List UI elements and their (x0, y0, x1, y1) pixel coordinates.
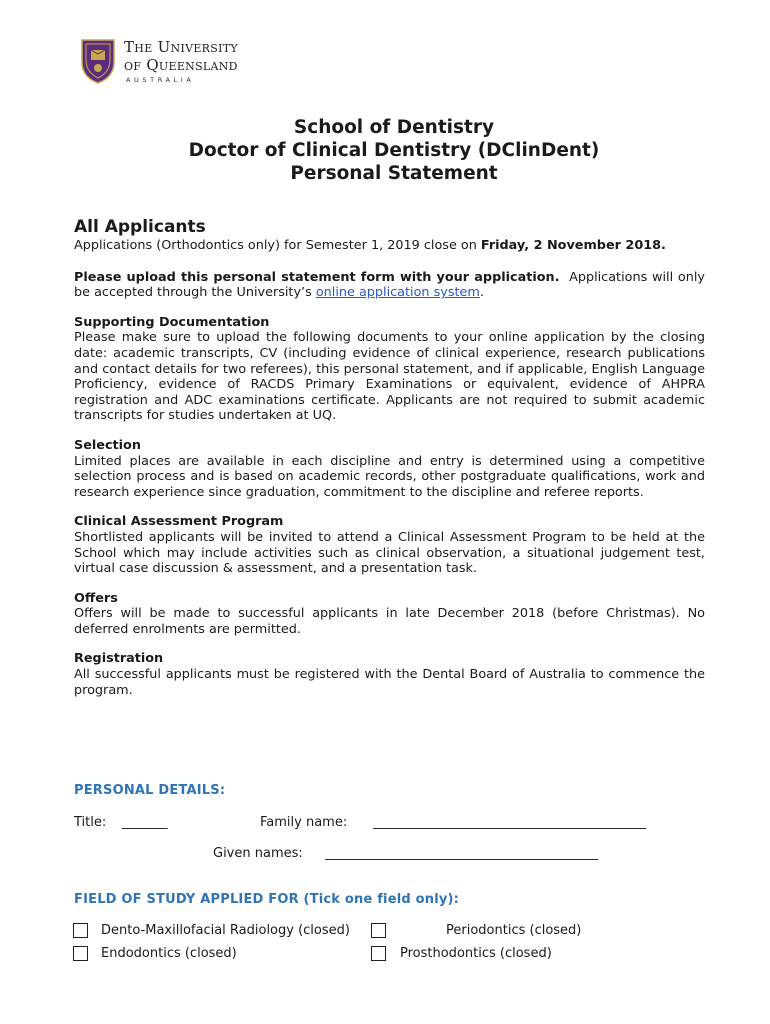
selection-text: Limited places are available in each discipline and entry is determined using a competitive selection process and is based on academic records, other postgraduate qualifications, work and research experience since graduation, commitment to the discipline and referee reports. (74, 453, 705, 500)
family-name-label: Family name: (260, 815, 348, 830)
title-field[interactable]: _______ (122, 815, 168, 830)
given-names-field[interactable]: __________________________________________ (325, 846, 598, 861)
upload-paragraph (74, 270, 705, 301)
logo-line-1: The University (124, 38, 238, 56)
all-applicants-heading: All Applicants (74, 217, 206, 237)
closing-date: Friday, 2 November 2018. (480, 238, 666, 253)
periodontics-label: Periodontics (closed) (446, 923, 582, 938)
upload-instruction: Please upload this personal statement form with your application. (74, 269, 560, 285)
upload-text: Applications will only be accepted through the University’s (74, 269, 705, 301)
periodontics-checkbox[interactable] (371, 923, 386, 938)
radiology-checkbox[interactable] (73, 923, 88, 938)
registration-text: All successful applicants must be registered with the Dental Board of Australia to commence the program. (74, 667, 705, 698)
clinical-heading: Clinical Assessment Program (74, 514, 284, 530)
clinical-text: Shortlisted applicants will be invited to attend a Clinical Assessment Program to be held at the School which may include activities such as clinical observation, a situational judgement test, virtual case discussion & assessment, and a presentation task. (74, 529, 705, 577)
upload-text-end: . (479, 285, 484, 301)
closing-date-paragraph (74, 238, 705, 254)
endodontics-label: Endodontics (closed) (101, 946, 237, 961)
family-name-field[interactable]: __________________________________________ (373, 815, 646, 830)
supporting-heading: Supporting Documentation (74, 314, 270, 330)
title-label: Title: (74, 815, 107, 830)
selection-heading: Selection (74, 437, 141, 453)
field-of-study-heading: FIELD OF STUDY APPLIED FOR (Tick one field only): (74, 892, 460, 907)
university-logo (80, 36, 260, 86)
supporting-text: Please make sure to upload the following documents to your online application by the closing date: academic transcripts, CV (including evidence of clinical experience, research publications and contact details for two referees), this personal statement, and if applicable, English Language Proficiency, evidence of RACDS Primary Examinations or equivalent, evidence of AHPRA registration and ADC examinations certificate. Applicants are not required to submit academic transcripts for studies undertaken at UQ. (74, 330, 705, 424)
prosthodontics-label: Prosthodontics (closed) (400, 946, 552, 961)
title-program: Doctor of Clinical Dentistry (DClinDent) (188, 140, 600, 161)
title-school: School of Dentistry (293, 117, 495, 138)
endodontics-checkbox[interactable] (73, 946, 88, 961)
uq-crest-icon (80, 38, 116, 84)
title-form: Personal Statement (290, 163, 498, 184)
registration-heading: Registration (74, 651, 164, 667)
offers-heading: Offers (74, 590, 118, 606)
given-names-label: Given names: (213, 846, 303, 861)
closing-date-text: Applications (Orthodontics only) for Semester 1, 2019 close on (74, 238, 477, 253)
document-title (0, 116, 770, 185)
radiology-label: Dento-Maxillofacial Radiology (closed) (101, 923, 350, 938)
personal-details-heading: PERSONAL DETAILS: (74, 783, 226, 798)
logo-line-2: of Queensland (124, 56, 238, 74)
logo-line-3: AUSTRALIA (126, 76, 195, 84)
offers-text: Offers will be made to successful applicants in late December 2018 (before Christmas). No deferred enrolments are permitted. (74, 606, 705, 637)
online-application-link[interactable]: online application system (315, 285, 480, 301)
prosthodontics-checkbox[interactable] (371, 946, 386, 961)
main-content (74, 216, 705, 698)
